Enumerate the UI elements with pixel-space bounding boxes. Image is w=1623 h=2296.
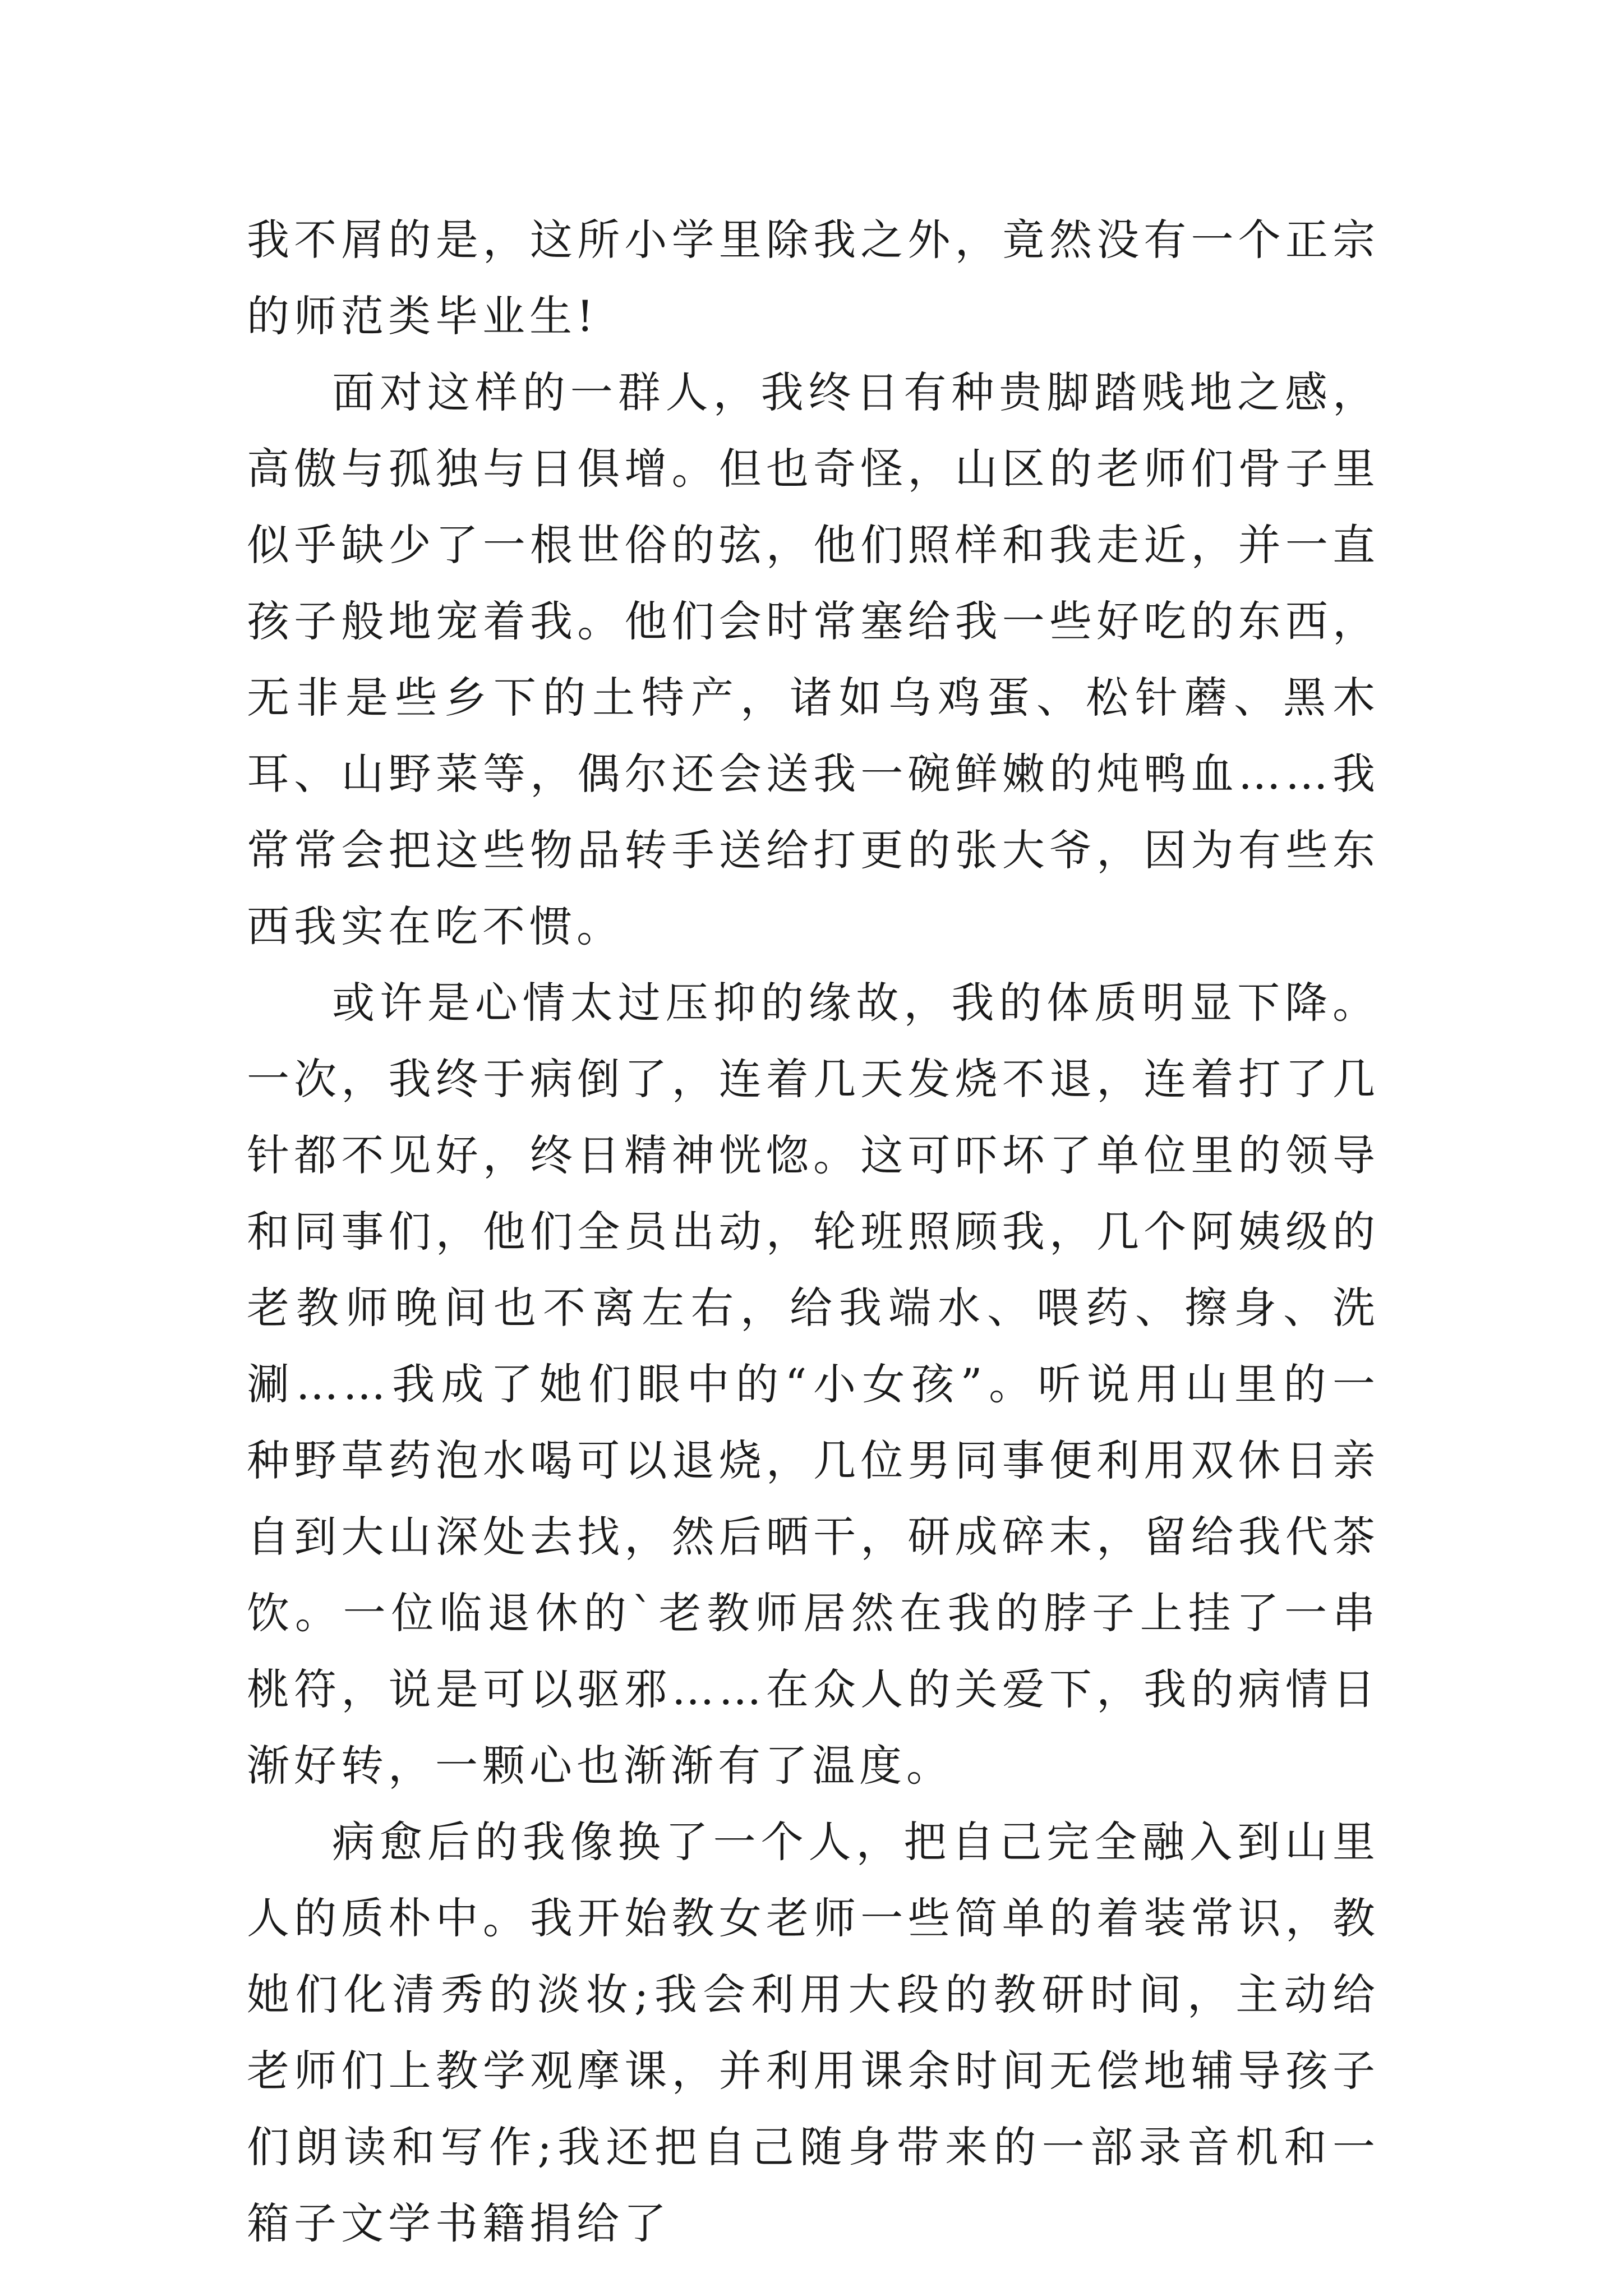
paragraph-4: 病愈后的我像换了一个人，把自己完全融入到山里人的质朴中。我开始教女老师一些简单的着装常识，教她们化清秀的淡妆;我会利用大段的教研时间，主动给老师们上教学观摩课，并利用课余时间无偿地辅导孩子们朗读和写作;我还把自己随身带来的一部录音机和一箱子文学书籍捐给了 [247, 1817, 1380, 2248]
article-body [247, 202, 1380, 2262]
paragraph-2: 面对这样的一群人，我终日有种贵脚踏贱地之感，高傲与孤独与日俱增。但也奇怪，山区的老师们骨子里似乎缺少了一根世俗的弦，他们照样和我走近，并一直孩子般地宠着我。他们会时常塞给我一些好吃的东西，无非是些乡下的土特产，诸如乌鸡蛋、松针蘑、黑木耳、山野菜等，偶尔还会送我一碗鲜嫩的炖鸭血……我常常会把这些物品转手送给打更的张大爷，因为有些东西我实在吃不惯。 [247, 367, 1380, 951]
paragraph-3: 或许是心情太过压抑的缘故，我的体质明显下降。一次，我终于病倒了，连着几天发烧不退，连着打了几针都不见好，终日精神恍惚。这可吓坏了单位里的领导和同事们，他们全员出动，轮班照顾我，几个阿姨级的老教师晚间也不离左右，给我端水、喂药、擦身、洗涮……我成了她们眼中的“小女孩”。听说用山里的一种野草药泡水喝可以退烧，几位男同事便利用双休日亲自到大山深处去找，然后晒干，研成碎末，留给我代茶饮。一位临退休的`老教师居然在我的脖子上挂了一串桃符，说是可以驱邪……在众人的关爱下，我的病情日渐好转，一颗心也渐渐有了温度。 [247, 978, 1380, 1791]
paragraph-1: 我不屑的是，这所小学里除我之外，竟然没有一个正宗的师范类毕业生! [247, 215, 1380, 341]
